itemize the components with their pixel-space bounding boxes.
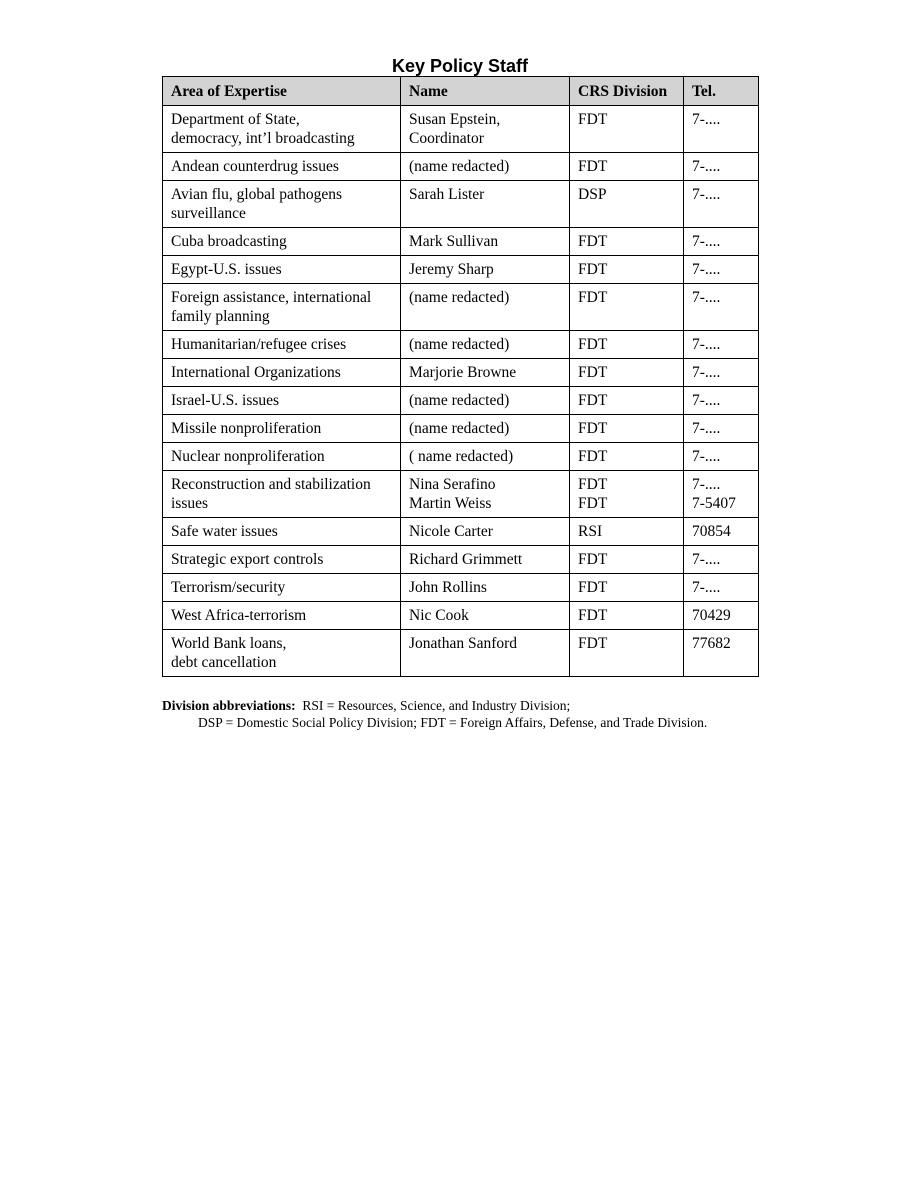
table-row: [163, 331, 759, 359]
cell-name: ( name redacted): [401, 443, 570, 471]
cell-crs-division: FDT: [570, 387, 684, 415]
cell-tel: 77682: [684, 630, 759, 677]
table-row: [163, 518, 759, 546]
table-row: [163, 153, 759, 181]
table-row: [163, 387, 759, 415]
header-area-of-expertise: Area of Expertise: [163, 77, 401, 106]
cell-tel: 7-....: [684, 153, 759, 181]
cell-tel: 7-....: [684, 415, 759, 443]
cell-crs-division: RSI: [570, 518, 684, 546]
cell-area-of-expertise: Humanitarian/refugee crises: [163, 331, 401, 359]
cell-tel: 7-....: [684, 359, 759, 387]
cell-name: John Rollins: [401, 574, 570, 602]
table-row: [163, 284, 759, 331]
cell-tel: 7-....: [684, 546, 759, 574]
cell-area-of-expertise: Egypt-U.S. issues: [163, 256, 401, 284]
table-row: [163, 228, 759, 256]
cell-area-of-expertise: Foreign assistance, international family planning: [163, 284, 401, 331]
cell-area-of-expertise: International Organizations: [163, 359, 401, 387]
table-row: [163, 415, 759, 443]
cell-area-of-expertise: Reconstruction and stabilization issues: [163, 471, 401, 518]
header-tel: Tel.: [684, 77, 759, 106]
cell-area-of-expertise: Department of State, democracy, int’l broadcasting: [163, 106, 401, 153]
cell-name: (name redacted): [401, 331, 570, 359]
cell-crs-division: FDT: [570, 106, 684, 153]
cell-name: (name redacted): [401, 284, 570, 331]
cell-tel: 7-....: [684, 106, 759, 153]
cell-tel: 7-.... 7-5407: [684, 471, 759, 518]
cell-name: (name redacted): [401, 415, 570, 443]
cell-area-of-expertise: Israel-U.S. issues: [163, 387, 401, 415]
cell-tel: 7-....: [684, 331, 759, 359]
cell-name: Marjorie Browne: [401, 359, 570, 387]
header-crs-division: CRS Division: [570, 77, 684, 106]
cell-crs-division: FDT: [570, 284, 684, 331]
cell-tel: 7-....: [684, 574, 759, 602]
cell-name: Jeremy Sharp: [401, 256, 570, 284]
cell-tel: 70429: [684, 602, 759, 630]
footnote-line-1: RSI = Resources, Science, and Industry Division;: [302, 698, 571, 713]
cell-tel: 70854: [684, 518, 759, 546]
table-row: [163, 256, 759, 284]
cell-name: Nina Serafino Martin Weiss: [401, 471, 570, 518]
cell-crs-division: FDT: [570, 415, 684, 443]
division-abbreviations-note: [162, 697, 772, 731]
cell-crs-division: FDT: [570, 153, 684, 181]
cell-crs-division: FDT: [570, 228, 684, 256]
table-row: [163, 574, 759, 602]
cell-crs-division: FDT: [570, 359, 684, 387]
table-row: [163, 181, 759, 228]
cell-name: Nicole Carter: [401, 518, 570, 546]
cell-crs-division: DSP: [570, 181, 684, 228]
table-row: [163, 630, 759, 677]
cell-name: (name redacted): [401, 387, 570, 415]
table-header-row: [163, 77, 759, 106]
cell-area-of-expertise: Andean counterdrug issues: [163, 153, 401, 181]
cell-area-of-expertise: Strategic export controls: [163, 546, 401, 574]
cell-area-of-expertise: Cuba broadcasting: [163, 228, 401, 256]
cell-tel: 7-....: [684, 228, 759, 256]
cell-area-of-expertise: Terrorism/security: [163, 574, 401, 602]
cell-name: Richard Grimmett: [401, 546, 570, 574]
cell-tel: 7-....: [684, 443, 759, 471]
footnote-line-2: DSP = Domestic Social Policy Division; FDT = Foreign Affairs, Defense, and Trade Division.: [198, 715, 708, 730]
table-row: [163, 471, 759, 518]
table-row: [163, 602, 759, 630]
cell-crs-division: FDT: [570, 546, 684, 574]
table-row: [163, 546, 759, 574]
header-name: Name: [401, 77, 570, 106]
table-row: [163, 443, 759, 471]
table-row: [163, 106, 759, 153]
cell-crs-division: FDT: [570, 256, 684, 284]
cell-name: Sarah Lister: [401, 181, 570, 228]
cell-crs-division: FDT: [570, 574, 684, 602]
cell-name: Jonathan Sanford: [401, 630, 570, 677]
table-body: [163, 106, 759, 677]
cell-tel: 7-....: [684, 387, 759, 415]
cell-area-of-expertise: World Bank loans, debt cancellation: [163, 630, 401, 677]
table-row: [163, 359, 759, 387]
footnote-label: Division abbreviations:: [162, 698, 296, 713]
cell-name: Mark Sullivan: [401, 228, 570, 256]
cell-area-of-expertise: Avian flu, global pathogens surveillance: [163, 181, 401, 228]
cell-area-of-expertise: West Africa-terrorism: [163, 602, 401, 630]
cell-tel: 7-....: [684, 256, 759, 284]
cell-name: Susan Epstein, Coordinator: [401, 106, 570, 153]
page-title: Key Policy Staff: [391, 56, 529, 76]
cell-crs-division: FDT FDT: [570, 471, 684, 518]
cell-crs-division: FDT: [570, 331, 684, 359]
key-policy-staff-table: [162, 76, 759, 677]
cell-crs-division: FDT: [570, 602, 684, 630]
cell-area-of-expertise: Missile nonproliferation: [163, 415, 401, 443]
cell-tel: 7-....: [684, 181, 759, 228]
cell-area-of-expertise: Nuclear nonproliferation: [163, 443, 401, 471]
cell-crs-division: FDT: [570, 630, 684, 677]
cell-name: (name redacted): [401, 153, 570, 181]
cell-area-of-expertise: Safe water issues: [163, 518, 401, 546]
cell-crs-division: FDT: [570, 443, 684, 471]
cell-tel: 7-....: [684, 284, 759, 331]
cell-name: Nic Cook: [401, 602, 570, 630]
